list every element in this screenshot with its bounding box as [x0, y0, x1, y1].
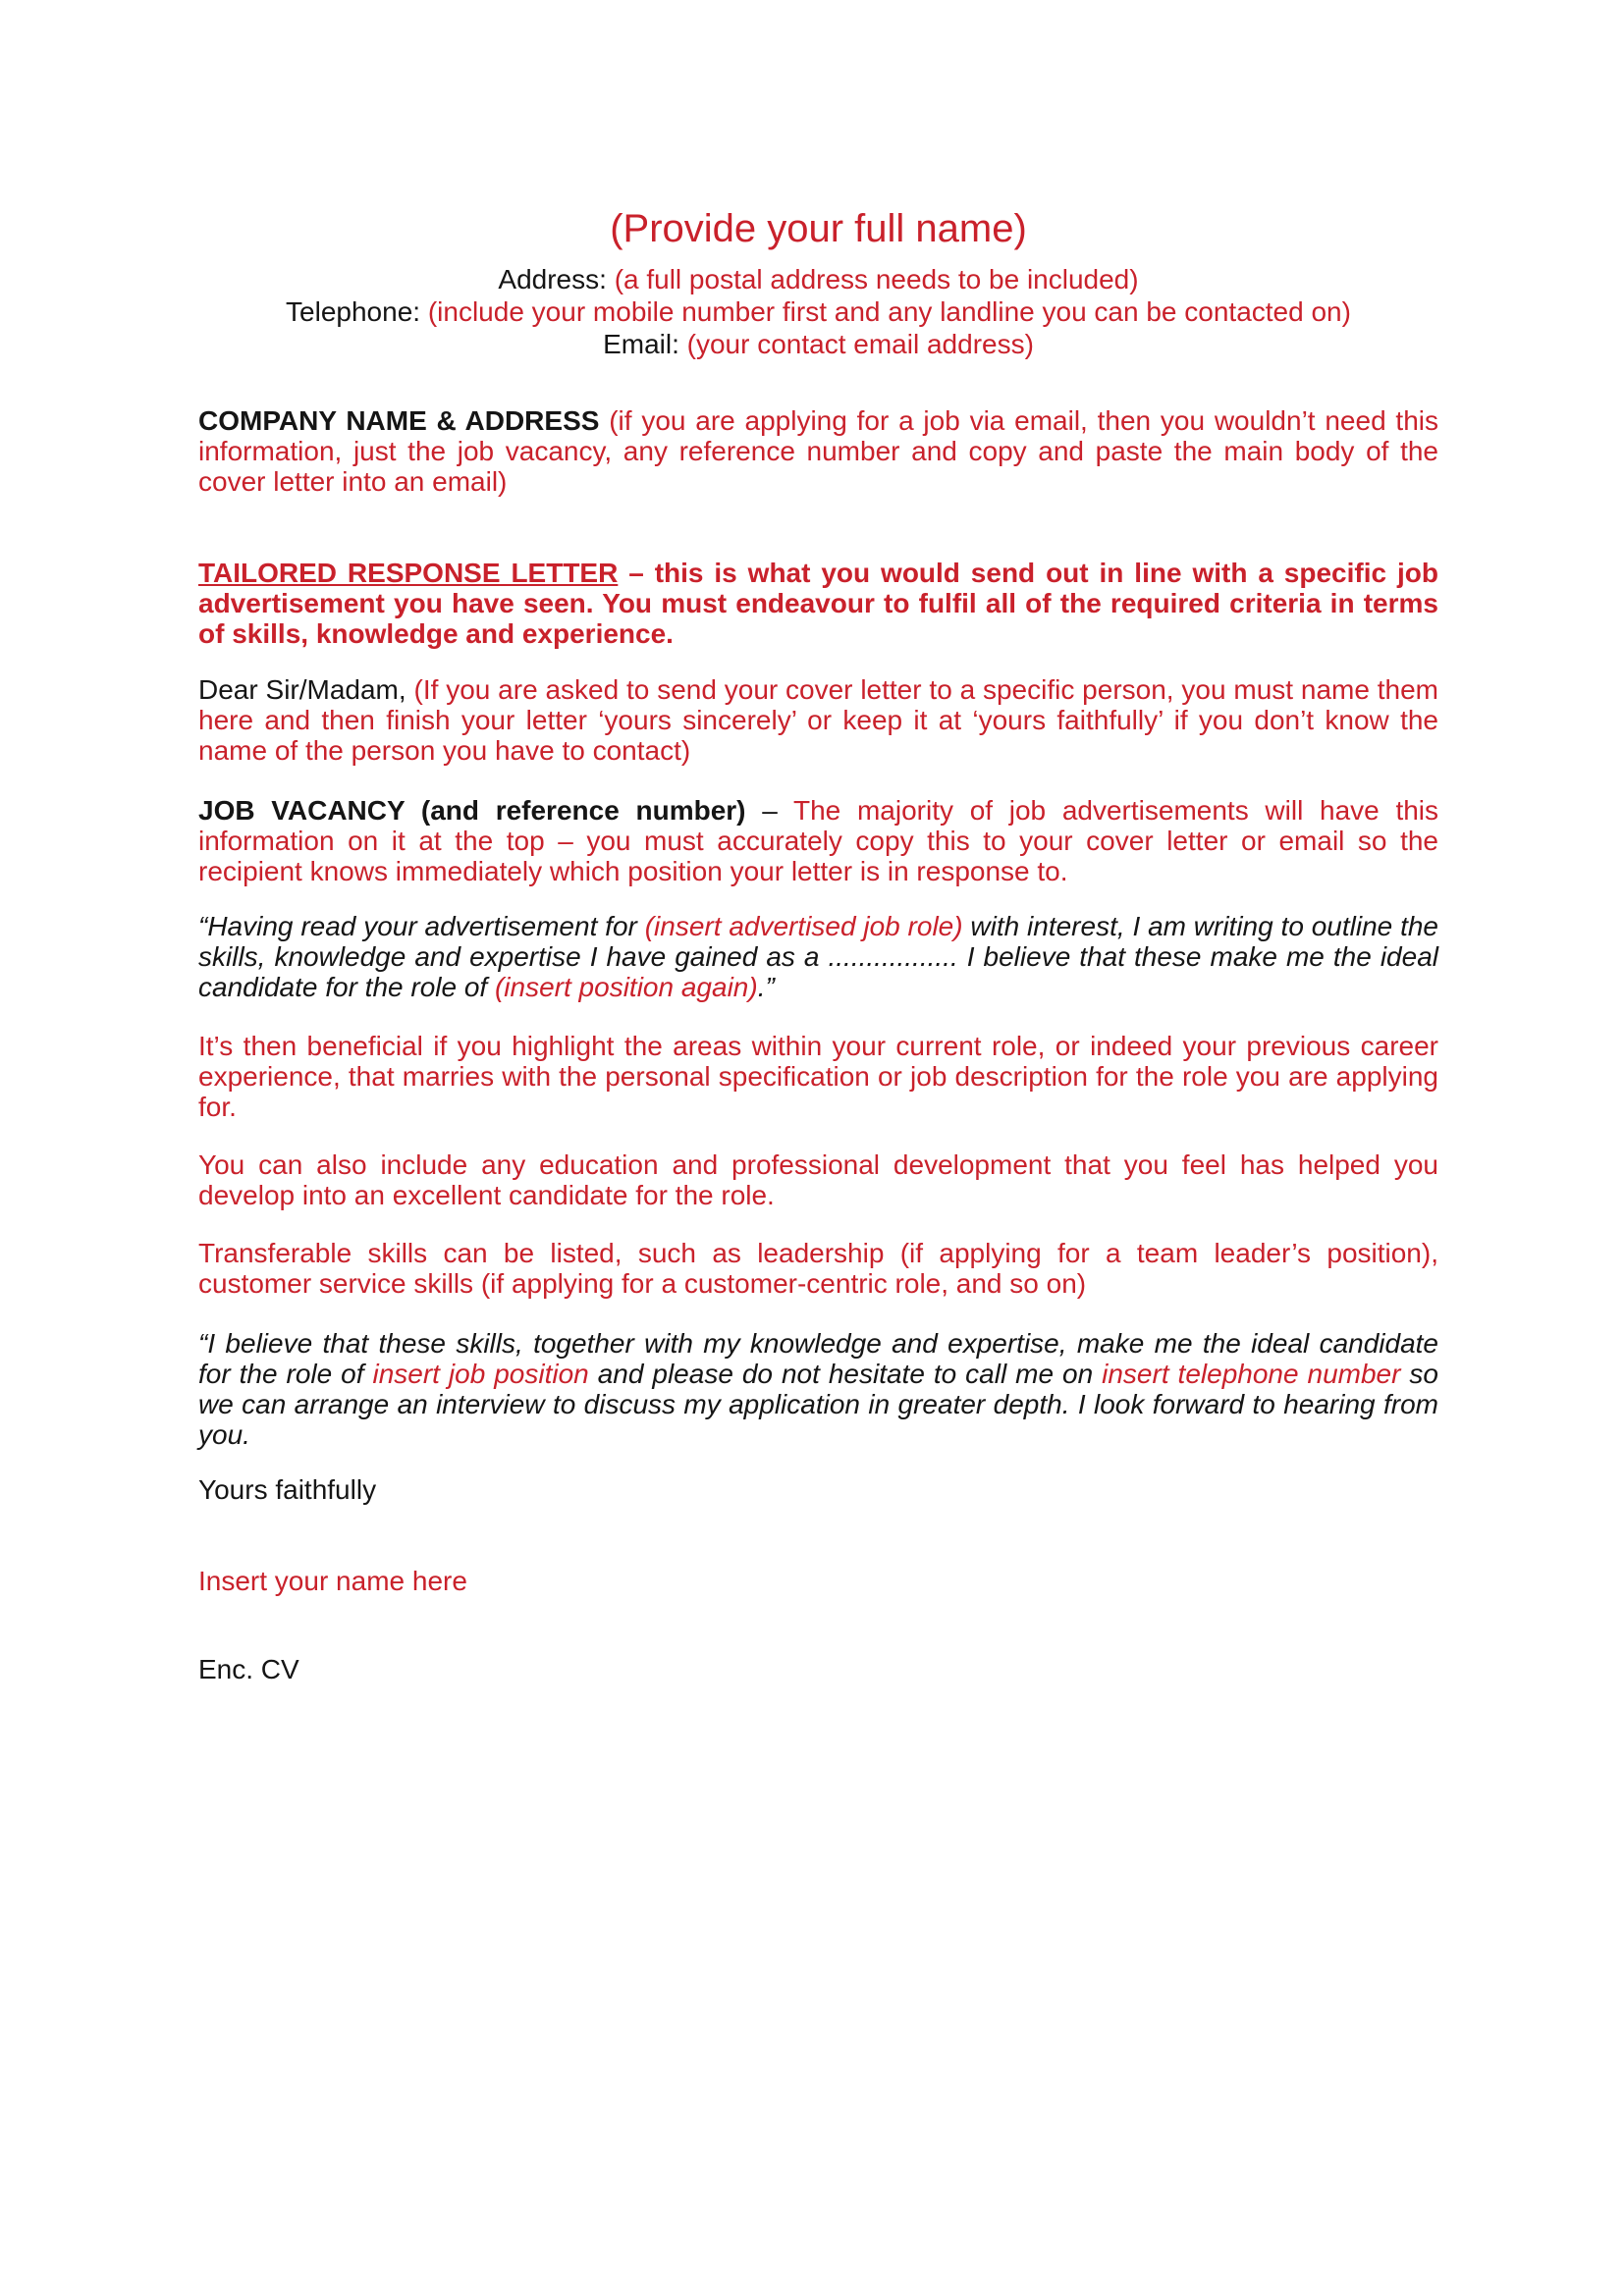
company-guidance: (if you are applying for a job via email, then you wouldn’t need this information, just the job vacancy, any reference number and copy and paste the main body of the cover letter into an email): [198, 405, 1439, 497]
guidance-text: It’s then beneficial if you highlight the areas within your current role, or indeed your previous career experience, that marries with the personal specification or job description for the role you are applying for.: [198, 1031, 1438, 1122]
insert-telephone-placeholder: insert telephone number: [1102, 1359, 1401, 1389]
paragraph-tailored-response: [198, 558, 1438, 649]
contact-line-address: [198, 263, 1438, 295]
page-title: (Provide your full name): [610, 207, 1027, 250]
quote-text: and please do not hesitate to call me on: [588, 1359, 1103, 1389]
email-label: Email:: [603, 329, 687, 359]
enclosure-note: [198, 1654, 1438, 1684]
email-placeholder: (your contact email address): [686, 329, 1034, 359]
job-vacancy-guidance: The majority of job advertisements will have this information on it at the top – you must accurately copy this to your cover letter or email so the recipient knows immediately which position your letter is in response to.: [198, 795, 1439, 886]
guidance-text: Transferable skills can be listed, such as leadership (if applying for a team leader’s position), customer service skills (if applying for a customer-centric role, and so on): [198, 1238, 1438, 1299]
paragraph-transferable-skills: [198, 1238, 1438, 1299]
guidance-text: You can also include any education and professional development that you feel has helped you develop into an excellent candidate for the role.: [198, 1149, 1438, 1210]
quote-text: “I believe that these skills, together with my knowledge and expertise, make me the ideal candidate for the role of: [198, 1328, 1438, 1389]
paragraph-closing-quote: [198, 1328, 1438, 1450]
company-heading: COMPANY NAME & ADDRESS: [198, 405, 610, 436]
paragraph-opening-quote: [198, 911, 1438, 1002]
paragraph-salutation: [198, 674, 1438, 766]
telephone-placeholder: (include your mobile number first and any landline you can be contacted on): [427, 296, 1351, 327]
telephone-label: Telephone:: [286, 296, 428, 327]
quote-text: with interest, I am writing to outline the skills, knowledge and expertise I have gained as a ................. I believe that these make me the ideal candidate for the role of: [198, 911, 1438, 1002]
quote-text: .”: [757, 972, 775, 1002]
address-label: Address:: [498, 264, 615, 294]
enclosure-text: Enc. CV: [198, 1654, 299, 1684]
contact-line-telephone: [198, 295, 1438, 328]
job-vacancy-heading: JOB VACANCY (and reference number): [198, 795, 746, 826]
paragraph-highlight-areas: [198, 1031, 1438, 1122]
quote-text: “Having read your advertisement for: [198, 911, 645, 941]
paragraph-company-address: [198, 405, 1438, 497]
paragraph-education: [198, 1149, 1438, 1210]
salutation-guidance: (If you are asked to send your cover letter to a specific person, you must name them here and then finish your letter ‘yours sincerely’ or keep it at ‘yours faithfully’ if you don’t know the name of the person you have to contact): [198, 674, 1438, 766]
insert-job-role-placeholder: (insert advertised job role): [644, 911, 963, 941]
salutation-text: Dear Sir/Madam,: [198, 674, 414, 705]
quote-text: so we can arrange an interview to discuss my application in greater depth. I look forward to hearing from you.: [198, 1359, 1439, 1450]
insert-job-position-placeholder: insert job position: [372, 1359, 589, 1389]
valediction-text: Yours faithfully: [198, 1474, 377, 1505]
job-vacancy-dash: –: [745, 795, 793, 826]
paragraph-job-vacancy: [198, 795, 1438, 886]
signature-placeholder: [198, 1566, 1438, 1596]
contact-block: [198, 263, 1438, 360]
signature-placeholder-text: Insert your name here: [198, 1566, 467, 1596]
insert-position-placeholder: (insert position again): [494, 972, 758, 1002]
closing-valediction: [198, 1474, 1438, 1505]
contact-line-email: [198, 328, 1438, 360]
address-placeholder: (a full postal address needs to be included): [614, 264, 1139, 294]
tailored-guidance: – this is what you would send out in line with a specific job advertisement you have seen. You must endeavour to fulfil all of the required criteria in terms of skills, knowledge and experience.: [198, 558, 1438, 649]
letter-content: [198, 208, 1438, 1684]
tailored-heading: TAILORED RESPONSE LETTER: [198, 558, 619, 588]
